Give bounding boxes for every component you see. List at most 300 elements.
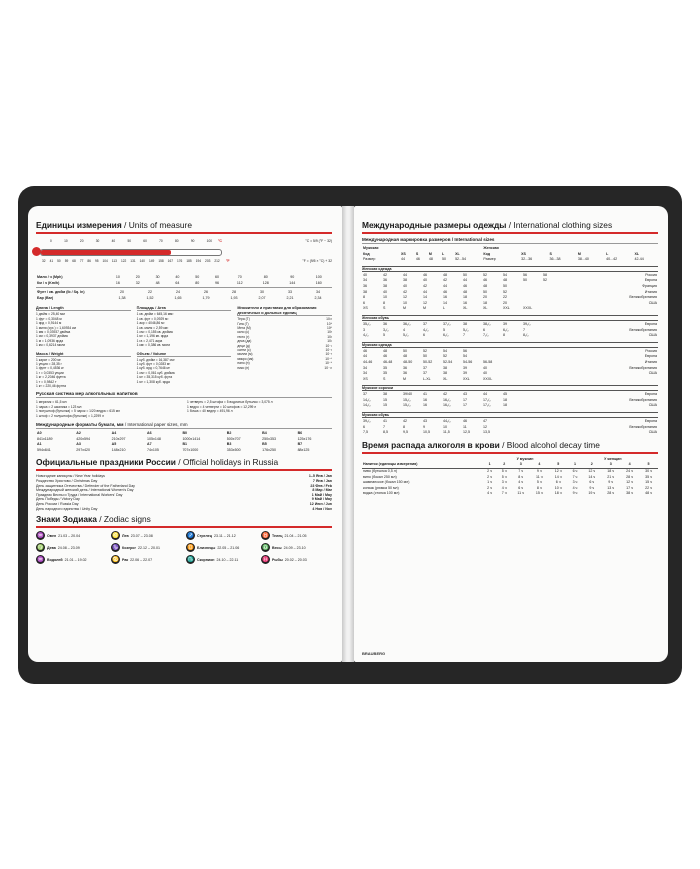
- cell: XXXL: [523, 306, 533, 311]
- cell: 46: [443, 289, 447, 294]
- zodiac-sign-icon: ♓: [262, 556, 269, 563]
- cell: A3: [76, 442, 81, 447]
- cell: 297x420: [76, 447, 91, 452]
- cell: 40: [175, 275, 180, 279]
- cell: 2,07: [258, 295, 266, 300]
- cell: 16: [463, 300, 467, 305]
- cell: 2 ч: [487, 474, 493, 479]
- cell: M: [403, 306, 406, 311]
- cell: 4 ч: [487, 491, 493, 496]
- cell: 14₁/₂: [363, 403, 371, 408]
- header-cell: 4: [620, 462, 639, 468]
- cell: 58: [543, 272, 547, 277]
- fahrenheit-tick: 86: [87, 259, 91, 263]
- holiday-date: 23 Фев / Feb: [310, 483, 332, 488]
- cell: пиво (бутылка 0,5 л): [363, 469, 398, 474]
- cell: 707x1000: [182, 447, 199, 452]
- zodiac-dates: 21.03 – 20.04: [58, 533, 81, 538]
- zodiac-name: Близнецы: [197, 545, 216, 550]
- celsius-tick: 70: [159, 239, 163, 243]
- zodiac-dates: 24.10 – 22.11: [216, 557, 239, 562]
- cell: A1: [37, 442, 42, 447]
- zodiac-item: [36, 543, 107, 552]
- cell: 4: [403, 327, 405, 332]
- cell: 46: [415, 257, 420, 262]
- holiday-name: День защитника Отечества / Defender of the Fatherland Day: [36, 483, 135, 488]
- cell: [542, 333, 562, 339]
- prefix-name: деци (д): [237, 343, 250, 348]
- table-row: [36, 281, 332, 287]
- prefix-name: микро (мк): [237, 356, 254, 361]
- cell: 6: [423, 333, 425, 338]
- mass-line: 1 т = 0,9842 т: [36, 379, 57, 384]
- prefix-name: Тера (T): [237, 317, 250, 322]
- cell: 3 ч: [501, 480, 507, 485]
- zodiac-name: Стрелец: [197, 533, 212, 538]
- prefix-name: нано (н): [237, 361, 250, 366]
- section-title: Мужская одежда: [362, 342, 658, 348]
- cell: XXXL: [483, 376, 493, 381]
- cell: 6 ч: [572, 469, 578, 474]
- prefix-value: 10⁻³: [325, 352, 333, 357]
- cell: Великобритания: [629, 424, 657, 429]
- cell: 176x250: [262, 447, 276, 452]
- zodiac-item: [36, 555, 107, 564]
- cell: 34: [316, 290, 320, 295]
- zodiac-dates: 21.01 – 19.02: [64, 557, 87, 562]
- cell: S: [415, 251, 419, 256]
- mass-line: 1 фунт = 0,4536 кг: [36, 366, 64, 371]
- cell: 12 ч: [554, 469, 562, 474]
- prefix-value: 10²: [327, 334, 333, 339]
- cell: 128: [262, 280, 269, 285]
- cell: 6: [363, 424, 365, 429]
- holiday-date: 1–5 Янв / Jan: [308, 474, 332, 479]
- area-line: 1 акр = 4046,86 м²: [136, 321, 165, 326]
- area-line: 1 км² = 0,386 кв. мили: [136, 343, 171, 348]
- fahrenheit-tick: 167: [167, 259, 173, 263]
- cell: 32: [135, 280, 140, 285]
- cell: 36: [383, 278, 387, 283]
- cell: [542, 403, 562, 409]
- cell: 44: [463, 278, 467, 283]
- cell: 20: [503, 300, 507, 305]
- cell: 5 ч: [501, 469, 507, 474]
- cell: 7,5: [363, 430, 368, 435]
- celsius-unit: °C: [218, 239, 223, 243]
- cell: 20: [135, 275, 140, 279]
- cell: 46: [363, 348, 367, 353]
- cell: 1,79: [202, 295, 210, 300]
- cell: A5: [111, 442, 117, 447]
- cell: 210x297: [111, 436, 126, 441]
- cell: 2 ч: [487, 469, 493, 474]
- fahrenheit-tick: 122: [120, 259, 127, 263]
- cell: 38: [443, 371, 447, 376]
- cell: 48: [428, 257, 433, 262]
- cell: 50: [523, 278, 527, 283]
- cell: S: [383, 306, 386, 311]
- cell: 52: [443, 354, 447, 359]
- cell: 500x707: [226, 436, 241, 441]
- area-block: [137, 306, 232, 388]
- cell: 41: [423, 392, 427, 397]
- cell: 1 ч: [487, 480, 493, 485]
- cell: 42: [443, 392, 447, 397]
- cell: 18: [463, 295, 467, 300]
- zodiac-dates: 24.08 – 23.09: [57, 545, 80, 550]
- cell: 38: [463, 321, 467, 326]
- cell: 46: [483, 278, 487, 283]
- cell: 50: [195, 275, 200, 279]
- cell: L-XL: [423, 376, 431, 381]
- header-cell: 3: [512, 462, 530, 468]
- cell: 37: [423, 371, 427, 376]
- russian-measure-line: 1 ведро = 4 четверти = 10 штофов = 12,299 л: [187, 404, 257, 409]
- table-row: [362, 403, 658, 409]
- cell: 42: [383, 272, 387, 277]
- fahrenheit-tick: 95: [94, 259, 99, 263]
- fahrenheit-tick: 176: [177, 259, 183, 263]
- zodiac-sign-icon: ♑: [112, 544, 119, 551]
- cell: 8: [363, 295, 365, 300]
- zodiac-item: [111, 531, 182, 540]
- fahrenheit-tick: 212: [214, 259, 220, 263]
- cell: 3: [363, 327, 365, 332]
- header-cell: 5: [549, 462, 568, 468]
- cell: 11 ч: [517, 491, 525, 496]
- cell: 44: [483, 392, 487, 397]
- cell: 40: [483, 371, 487, 376]
- russian-measures-title: Русская система мер алкогольных напитков: [36, 391, 138, 397]
- thermometer-tube: [40, 249, 222, 256]
- holiday-date: 9 Май / May: [311, 497, 332, 502]
- cell: 14 ч: [554, 474, 562, 479]
- cell: 20: [120, 290, 124, 295]
- cell: 15 ч: [535, 491, 543, 496]
- prefix-name: Гига (Г): [237, 321, 249, 326]
- cell: 105x148: [147, 436, 161, 441]
- cell: 17: [463, 403, 467, 408]
- cell: 11 ч: [536, 474, 543, 479]
- table-row: [362, 491, 658, 497]
- cell: 4₁/₂: [423, 327, 429, 332]
- cell: S: [549, 251, 552, 256]
- cell: 40: [383, 289, 387, 294]
- fahrenheit-tick: 185: [186, 259, 192, 263]
- cell: 39: [503, 321, 507, 326]
- cell: Великобритания: [629, 397, 657, 402]
- cell: 34: [363, 278, 367, 283]
- mass-title: Масса / Weight: [36, 352, 131, 357]
- cell: 16: [423, 403, 427, 408]
- cell: 40: [483, 365, 487, 370]
- cell: 39₁/₂: [363, 419, 371, 424]
- cell: Женская: [483, 246, 499, 250]
- cell: 9 ч: [608, 480, 614, 485]
- cell: 42-44: [634, 257, 644, 262]
- prefix-value: 10³: [327, 330, 333, 335]
- cell: A2: [76, 431, 81, 436]
- cell: 5₁/₂: [403, 333, 409, 338]
- cell: 2,21: [286, 295, 294, 300]
- cell: 9 ч: [536, 469, 542, 474]
- cell: 54: [443, 348, 447, 353]
- cell: B3: [226, 442, 232, 447]
- cell: 5₁/₂: [463, 327, 469, 332]
- holiday-date: 7 Янв / Jan: [312, 479, 332, 484]
- cell: 17₁/₂: [483, 403, 491, 408]
- volume-line: 1 куб. дюйм = 16,387 см³: [136, 357, 175, 362]
- cell: Европа: [644, 354, 657, 359]
- cell: 16₁/₂: [443, 403, 451, 408]
- section-title: Женская одежда: [362, 266, 658, 272]
- area-line: 1 см² = 0,155 кв. дюйма: [136, 330, 173, 334]
- zodiac-item: [186, 531, 257, 540]
- prefix-name: милли (м): [237, 352, 253, 357]
- paper-table: [36, 431, 332, 453]
- table-row: [362, 306, 658, 312]
- size-table: [362, 349, 658, 383]
- cell: 80: [195, 280, 200, 285]
- cell: 7 ч: [501, 491, 507, 496]
- cell: 10,5: [423, 430, 430, 435]
- cell: 250x353: [262, 436, 276, 441]
- thermometer-bulb: [32, 247, 41, 256]
- size-table: [362, 392, 658, 409]
- fahrenheit-tick: 113: [111, 259, 117, 263]
- cell: Италия: [644, 289, 657, 294]
- cell: 39/40: [403, 392, 412, 397]
- cell: M: [403, 376, 406, 381]
- cell: 40: [363, 272, 367, 277]
- cell: 2 ч: [487, 485, 493, 490]
- cell: 30: [260, 290, 264, 295]
- clothing-title: Международные размеры одежды / International clothing sizes: [362, 220, 613, 230]
- cell: 22: [503, 295, 507, 300]
- cell: 5 ч: [501, 474, 507, 479]
- cell: 54: [463, 354, 467, 359]
- cell: 35₁/₂: [363, 321, 371, 326]
- cell: 52: [503, 289, 507, 294]
- cell: 18: [483, 300, 487, 305]
- length-line: 1 ярд = 0,9144 м: [36, 321, 62, 326]
- cell: 15: [383, 397, 387, 402]
- cell: A6: [147, 431, 152, 436]
- cell: 10: [403, 300, 407, 305]
- cell: Великобритания: [629, 295, 657, 300]
- cell: 7: [523, 327, 525, 332]
- cell: 100: [315, 275, 322, 279]
- cell: 38: [383, 283, 387, 288]
- cell: 10: [115, 275, 120, 279]
- zodiac-item: [261, 555, 332, 564]
- brand-logo: BRAUBERG: [362, 651, 386, 656]
- cell: 18 ч: [554, 491, 562, 496]
- cell: 52: [423, 348, 427, 353]
- cell: 841x1189: [37, 436, 53, 441]
- cell: [522, 403, 542, 409]
- length-title: Длина / Length: [36, 306, 131, 311]
- women-header: У женщин: [604, 456, 622, 461]
- cell: 14 ч: [588, 474, 596, 479]
- cell: 30: [155, 275, 160, 279]
- volume-line: 1 м³ = 35,315 куб. фута: [136, 375, 173, 380]
- holiday-name: День народного единства / Unity Day: [36, 506, 98, 511]
- cell: 14: [443, 300, 447, 305]
- length-line: 1 мм = 0,03937 дюйма: [36, 330, 71, 334]
- prefix-name: Мега (М): [237, 326, 251, 330]
- cell: 50: [441, 257, 446, 262]
- zodiac-dates: 20.02 – 20.03: [284, 557, 307, 562]
- cell: США: [648, 300, 657, 305]
- zodiac-name: Козерог: [122, 545, 136, 550]
- cell: 96: [215, 280, 220, 285]
- cell: 6 ч: [555, 480, 561, 485]
- prefix-value: 10⁻⁹: [325, 361, 333, 366]
- cell: XL: [443, 376, 448, 381]
- cell: США: [648, 333, 657, 338]
- celsius-tick: 0: [50, 239, 52, 243]
- cell: 56-58: [483, 359, 493, 364]
- zodiac-title: Знаки Зодиака / Zodiac signs: [36, 514, 151, 525]
- cell: 12,5: [463, 430, 470, 435]
- cell: 48: [443, 272, 447, 277]
- cell: 5: [443, 327, 445, 332]
- cell: Великобритания: [629, 365, 657, 370]
- area-line: 1 га = 2,471 акра: [136, 338, 163, 343]
- zodiac-sign-icon: ♒: [37, 556, 44, 563]
- cell: 1,52: [146, 295, 154, 300]
- zodiac-dates: 22.06 – 22.07: [130, 557, 153, 562]
- holiday-date: 1 Май / May: [311, 492, 332, 497]
- header-cell: 3: [601, 462, 620, 468]
- cell: 36: [403, 371, 407, 376]
- cell: 30 ч: [645, 469, 652, 474]
- cell: 39₁/₂: [523, 321, 531, 326]
- cell: 52: [483, 272, 487, 277]
- cell: 7 ч: [518, 469, 524, 474]
- cell: 24 ч: [626, 469, 634, 474]
- cell: 1,65: [174, 295, 182, 300]
- zodiac-item: [36, 531, 107, 540]
- length-line: 1 см = 0,3937 дюйма: [36, 334, 68, 339]
- cell: XL: [463, 306, 468, 311]
- cell: 125x176: [297, 436, 312, 441]
- thermometer-scale: [36, 237, 332, 271]
- cell: A7: [147, 442, 152, 447]
- cell: 6: [483, 327, 485, 332]
- celsius-tick: 100: [206, 239, 212, 243]
- volume-line: 1 куб. ярд = 0,7646 м³: [136, 366, 170, 371]
- prefix-block: [237, 306, 332, 388]
- cell: [562, 306, 658, 312]
- size-table: [362, 419, 658, 436]
- prefix-name: гекто (г): [237, 334, 250, 339]
- cell: 16: [115, 280, 120, 285]
- cell: 34: [363, 371, 367, 376]
- cell: 88x125: [297, 447, 310, 452]
- russian-measure-line: 1 полуштоф (бутылка) = 5 чарок = 1/20 ведра = 615 мл: [36, 409, 120, 414]
- mercury-fill: [41, 250, 171, 255]
- cell: 33: [288, 290, 292, 295]
- prefix-value: 10⁶: [326, 326, 333, 330]
- table-row: [36, 448, 332, 454]
- zodiac-sign-icon: ♒: [37, 532, 44, 539]
- prefix-name: санти (с): [237, 348, 251, 353]
- cell: 11,5: [443, 430, 450, 435]
- cell: 44: [363, 354, 367, 359]
- cell: 26: [204, 290, 208, 295]
- cell: 46: [423, 272, 427, 277]
- alcohol-table: [362, 457, 658, 497]
- cell: 40: [403, 283, 407, 288]
- cell: B4: [262, 431, 267, 436]
- cell: 52-54: [443, 359, 453, 364]
- fahrenheit-tick: 59: [64, 259, 69, 263]
- cell: 48: [383, 348, 387, 353]
- area-line: 1 кв. фут = 0,0929 м²: [136, 316, 169, 321]
- cell: 9,5: [403, 430, 408, 435]
- cell: 54: [503, 272, 507, 277]
- cell: 5: [383, 333, 385, 338]
- cell: 38: [363, 289, 367, 294]
- zodiac-name: Скорпион: [197, 557, 215, 562]
- cell: 80: [263, 275, 268, 279]
- planner-spine: [342, 206, 354, 662]
- cell: 43: [423, 419, 427, 424]
- mass-line: 1 карат = 200 мг: [36, 357, 61, 362]
- cell: 48: [483, 283, 487, 288]
- cell: 42: [403, 289, 407, 294]
- cell: 28 ч: [626, 474, 634, 479]
- paper-title: Международные форматы бумаги, мм / International paper sizes, mm: [36, 422, 188, 428]
- zodiac-sign-icon: ♎: [262, 544, 269, 551]
- cell: Размер: [363, 257, 376, 262]
- cell: 14: [423, 295, 427, 300]
- cell: 43: [463, 392, 467, 397]
- holiday-name: Международный женский день / International Women's Day: [36, 488, 134, 493]
- fahrenheit-tick: 32: [42, 259, 46, 263]
- zodiac-sign-icon: ♌: [112, 532, 119, 539]
- volume-title: Объем / Volume: [137, 352, 232, 357]
- cell: 144: [289, 280, 296, 285]
- cell: Италия: [644, 359, 657, 364]
- cell: 64: [175, 280, 180, 285]
- cell: XS: [363, 376, 368, 381]
- cell: 48-50: [403, 359, 413, 364]
- cell: Россия: [645, 272, 657, 277]
- area-line: 1 кв. дюйм = 645,16 мм²: [136, 312, 174, 317]
- cell: 8 ч: [518, 474, 524, 479]
- celsius-tick: 60: [143, 239, 147, 243]
- zodiac-item: [186, 555, 257, 564]
- holiday-name: Праздник Весны и Труда / International Workers' Day: [36, 492, 123, 497]
- zodiac-dates: 24.09 – 23.10: [283, 545, 306, 550]
- cell: 36...38: [549, 257, 561, 262]
- formula-c: °C = 5/9 (°F − 32): [305, 239, 332, 243]
- cell: 37: [423, 321, 427, 326]
- header-cell: 1: [568, 462, 583, 468]
- zodiac-name: Овен: [47, 533, 57, 538]
- cell: 6 ч: [518, 485, 524, 490]
- zodiac-item: [111, 555, 182, 564]
- marking-table: [362, 246, 658, 263]
- cell: 50: [463, 272, 467, 277]
- cell: Европа: [644, 419, 657, 424]
- russian-measure-line: 1 штоф = 2 полуштофа (бутылки) = 1,2299 л: [36, 413, 104, 418]
- cell: 8₁/₂: [523, 333, 529, 338]
